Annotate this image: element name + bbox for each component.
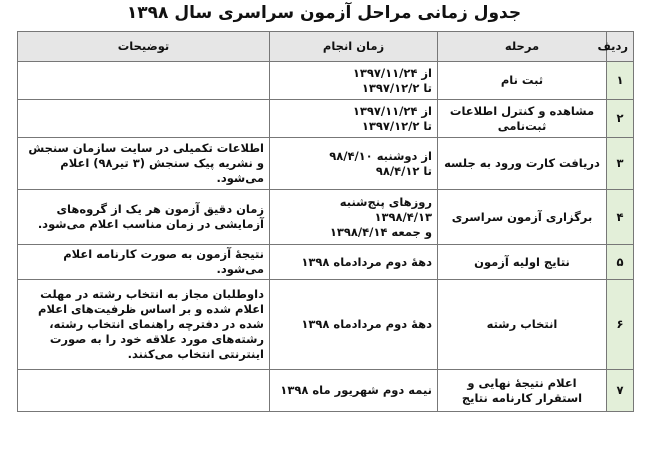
row-index: ۳ [607, 138, 634, 190]
row-stage: انتخاب رشته [438, 280, 607, 370]
table-row [18, 138, 634, 190]
time-line: دههٔ دوم مردادماه ۱۳۹۸ [301, 317, 432, 331]
row-stage: برگزاری آزمون سراسری [438, 190, 607, 245]
row-description: داوطلبان مجاز به انتخاب رشته در مهلت اعلام شده و بر اساس ظرفیت‌های اعلام شده در دفترچه راهنمای انتخاب رشته، رشته‌های مورد علاقه خود را به صورت اینترنتی انتخاب می‌کنند. [18, 280, 270, 370]
row-time [270, 62, 438, 100]
row-description [18, 100, 270, 138]
row-description [18, 370, 270, 412]
row-index: ۵ [607, 245, 634, 280]
row-description: نتیجهٔ آزمون به صورت کارنامه اعلام می‌شود. [18, 245, 270, 280]
row-description: اطلاعات تکمیلی در سایت سازمان سنجش و نشریه پیک سنجش (۳ تیر۹۸) اعلام می‌شود. [18, 138, 270, 190]
time-line: تا ۱۳۹۷/۱۲/۲ [361, 118, 432, 133]
row-index: ۲ [607, 100, 634, 138]
row-index: ۱ [607, 62, 634, 100]
header-index: ردیف [607, 32, 634, 62]
row-stage: ثبت نام [438, 62, 607, 100]
table-row [18, 100, 634, 138]
time-line: و جمعه ۱۳۹۸/۴/۱۴ [329, 224, 432, 239]
time-line: ۱۳۹۸/۴/۱۳ [374, 209, 432, 224]
table-row [18, 280, 634, 370]
document-title: جدول زمانی مراحل آزمون سراسری سال ۱۳۹۸ [126, 3, 522, 23]
row-index: ۷ [607, 370, 634, 412]
time-line: تا ۱۳۹۷/۱۲/۲ [361, 80, 432, 95]
row-description [18, 62, 270, 100]
row-description: زمان دقیق آزمون هر یک از گروه‌های آزمایشی در زمان مناسب اعلام می‌شود. [18, 190, 270, 245]
row-stage: نتایج اولیه آزمون [438, 245, 607, 280]
row-time [270, 190, 438, 245]
time-line: دههٔ دوم مردادماه ۱۳۹۸ [301, 254, 432, 269]
time-line: تا ۹۸/۴/۱۲ [375, 163, 432, 178]
table-row [18, 370, 634, 412]
table-row [18, 190, 634, 245]
time-line: از دوشنبه ۹۸/۴/۱۰ [329, 148, 432, 163]
time-line: از ۱۳۹۷/۱۱/۲۴ [352, 65, 432, 80]
row-index: ۶ [607, 280, 634, 370]
header-description: توضیحات [18, 32, 270, 62]
row-time [270, 138, 438, 190]
header-time: زمان انجام [270, 32, 438, 62]
schedule-table [17, 31, 634, 412]
table-row [18, 62, 634, 100]
row-index: ۴ [607, 190, 634, 245]
row-time [270, 245, 438, 280]
time-line: از ۱۳۹۷/۱۱/۲۴ [352, 103, 432, 118]
time-line: نیمه دوم شهریور ماه ۱۳۹۸ [280, 383, 432, 397]
row-stage: اعلام نتیجهٔ نهایی و استقرار کارنامه نتایج [438, 370, 607, 412]
row-stage: مشاهده و کنترل اطلاعات ثبت‌نامی [438, 100, 607, 138]
header-stage: مرحله [438, 32, 607, 62]
header-row [18, 32, 634, 62]
table-row [18, 245, 634, 280]
row-time [270, 370, 438, 412]
row-time [270, 100, 438, 138]
row-stage: دریافت کارت ورود به جلسه [438, 138, 607, 190]
row-time [270, 280, 438, 370]
time-line: روزهای پنج‌شنبه [339, 194, 432, 209]
